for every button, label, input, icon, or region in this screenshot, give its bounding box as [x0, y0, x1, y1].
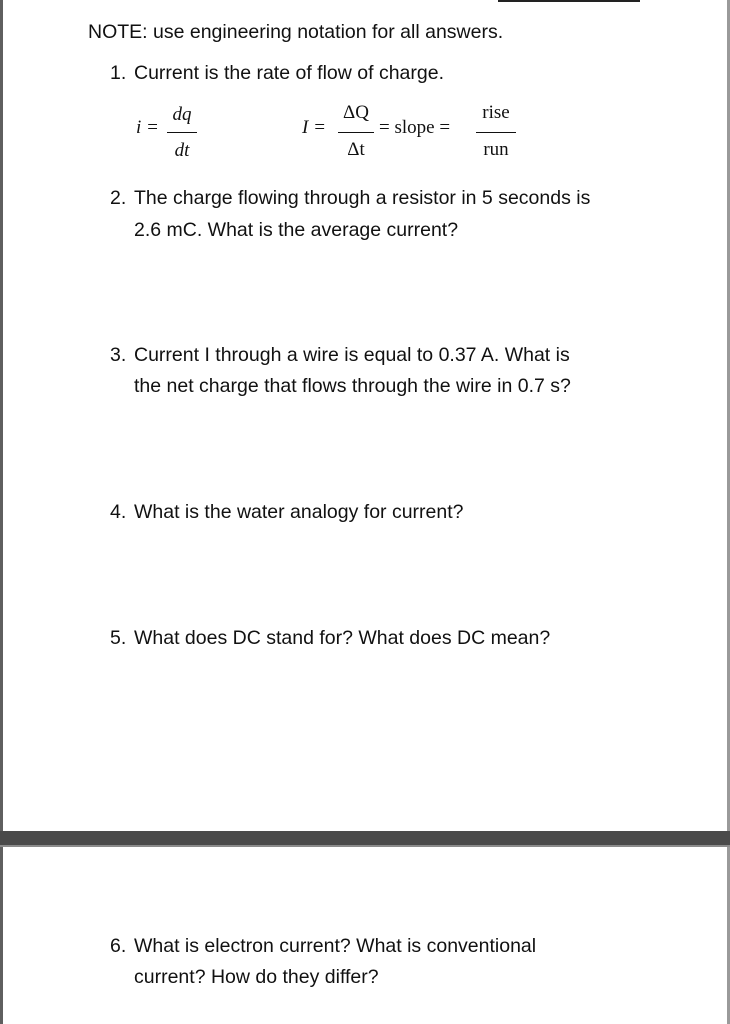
- question-text: Current is the rate of flow of charge.: [134, 62, 444, 84]
- question-5: [110, 626, 550, 650]
- page-break: [0, 831, 730, 847]
- question-text: What is electron current? What is conventional: [134, 935, 537, 957]
- eq1-fraction-bar: [167, 132, 197, 133]
- question-3: [110, 343, 570, 367]
- eq1-lhs: i =: [136, 117, 159, 138]
- question-4: [110, 500, 464, 524]
- eq2-denominator: Δt: [347, 139, 365, 160]
- question-number: 3.: [110, 344, 127, 366]
- question-text: What is the water analogy for current?: [134, 501, 464, 523]
- question-number: 2.: [110, 187, 127, 209]
- question-text: The charge flowing through a resistor in 5 seconds is: [134, 187, 591, 209]
- eq2-rise-run-bar: [476, 132, 516, 133]
- eq2-run: run: [483, 139, 509, 160]
- page-edge-left: [0, 0, 3, 1024]
- question-6: [110, 934, 536, 958]
- note-text: NOTE: use engineering notation for all answers.: [88, 21, 504, 43]
- eq1-numerator: dq: [172, 104, 192, 125]
- question-text: What does DC stand for? What does DC mean?: [134, 627, 551, 649]
- question-number: 6.: [110, 935, 127, 957]
- question-6-line-2: current? How do they differ?: [134, 966, 379, 988]
- question-2-line-2: 2.6 mC. What is the average current?: [134, 219, 459, 241]
- question-1: [110, 61, 444, 85]
- eq2-slope: = slope =: [379, 117, 451, 138]
- question-3-line-2: the net charge that flows through the wire in 0.7 s?: [134, 375, 571, 397]
- question-text: Current I through a wire is equal to 0.37 A. What is: [134, 344, 570, 366]
- eq2-rise: rise: [482, 102, 510, 123]
- question-number: 5.: [110, 627, 127, 649]
- question-2: [110, 186, 590, 210]
- eq2-numerator: ΔQ: [343, 102, 369, 123]
- question-number: 1.: [110, 62, 127, 84]
- eq2-lhs: I =: [302, 117, 326, 138]
- eq1-denominator: dt: [174, 140, 190, 161]
- eq2-fraction-bar: [338, 132, 374, 133]
- question-number: 4.: [110, 501, 127, 523]
- top-rule: [498, 0, 640, 2]
